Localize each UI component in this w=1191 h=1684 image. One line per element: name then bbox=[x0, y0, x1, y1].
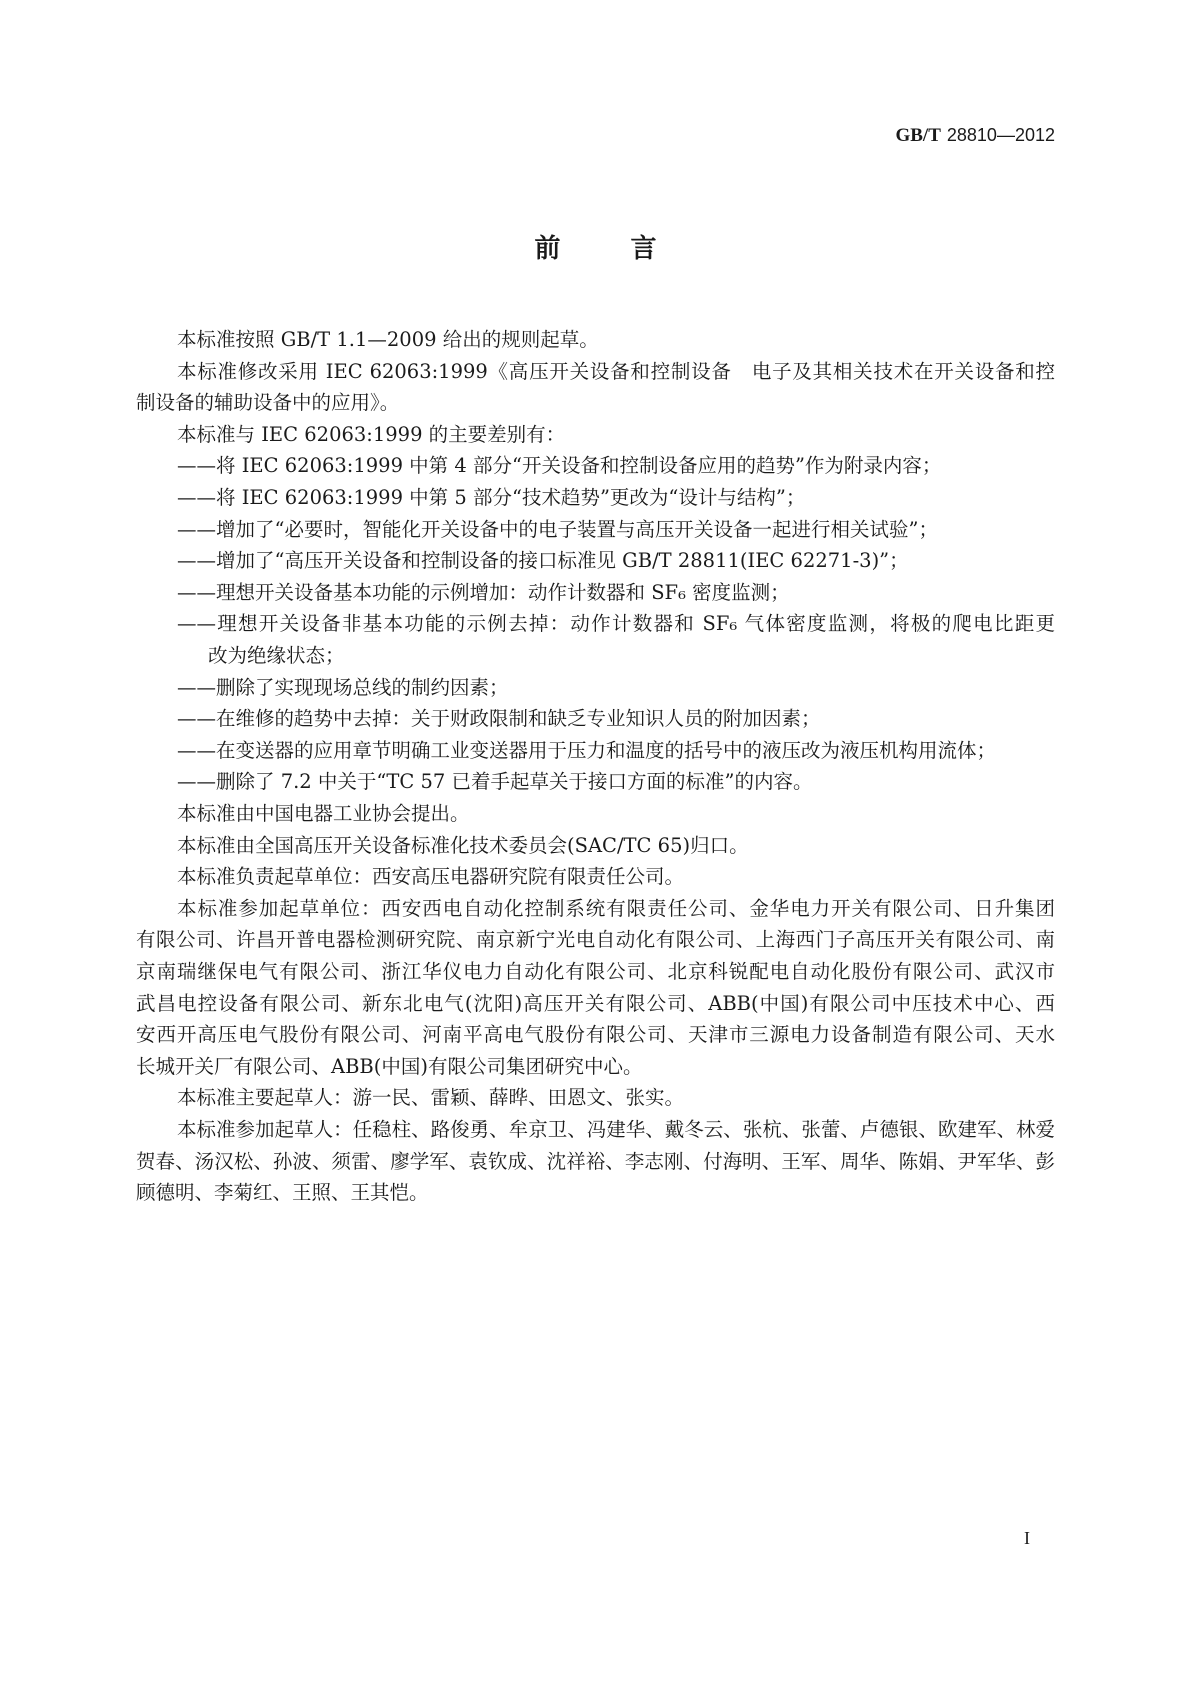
page-title bbox=[0, 228, 1191, 265]
text-line: 本标准参加起草单位：西安西电自动化控制系统有限责任公司、金华电力开关有限公司、日升集团 bbox=[177, 896, 1055, 920]
text-line: 长城开关厂有限公司、ABB(中国)有限公司集团研究中心。 bbox=[136, 1054, 643, 1078]
text-line: 制设备的辅助设备中的应用》。 bbox=[136, 391, 400, 415]
text-line: 本标准由中国电器工业协会提出。 bbox=[177, 802, 470, 825]
text-line: 本标准负责起草单位：西安高压电器研究院有限责任公司。 bbox=[177, 865, 685, 889]
text-line: 京南瑞继保电气有限公司、浙江华仪电力自动化有限公司、北京科锐配电自动化股份有限公司、武汉市 bbox=[136, 960, 1055, 983]
text-line: 安西开高压电气股份有限公司、河南平高电气股份有限公司、天津市三源电力设备制造有限公司、天水 bbox=[136, 1023, 1055, 1047]
text-line: 本标准与 IEC 62063:1999 的主要差别有： bbox=[177, 422, 566, 446]
text-line: 本标准由全国高压开关设备标准化技术委员会(SAC/TC 65)归口。 bbox=[177, 833, 749, 857]
text-line: ——删除了 7.2 中关于“TC 57 已着手起草关于接口方面的标准”的内容。 bbox=[177, 770, 813, 794]
title-char: 言 bbox=[630, 234, 727, 264]
standard-code-number: 28810—2012 bbox=[946, 125, 1055, 145]
text-line: 贺春、汤汉松、孙波、须雷、廖学军、袁钦成、沈祥裕、李志刚、付海明、王军、周华、陈娟、尹军华、彭 bbox=[136, 1149, 1055, 1173]
text-line: 本标准参加起草人：任稳柱、路俊勇、牟京卫、冯建华、戴冬云、张杭、张蕾、卢德银、欧建军、林爱 bbox=[177, 1118, 1055, 1141]
text-line: ——理想开关设备非基本功能的示例去掉：动作计数器和 SF₆ 气体密度监测，将极的爬电比距更 bbox=[177, 612, 1055, 636]
standard-code-prefix: GB/T bbox=[895, 125, 941, 146]
text-line: 本标准按照 GB/T 1.1—2009 给出的规则起草。 bbox=[177, 328, 599, 351]
text-line: 武昌电控设备有限公司、新东北电气(沈阳)高压开关有限公司、ABB(中国)有限公司中压技术中心、西 bbox=[136, 991, 1055, 1015]
page-number: I bbox=[1024, 1528, 1030, 1548]
text-line: ——理想开关设备基本功能的示例增加：动作计数器和 SF₆ 密度监测； bbox=[177, 580, 790, 604]
text-line: ——在维修的趋势中去掉：关于财政限制和缺乏专业知识人员的附加因素； bbox=[177, 707, 821, 731]
text-line: 本标准修改采用 IEC 62063:1999《高压开关设备和控制设备 电子及其相关技术在开关设备和控 bbox=[177, 359, 1055, 383]
text-line: ——在变送器的应用章节明确工业变送器用于压力和温度的括号中的液压改为液压机构用流体； bbox=[177, 738, 997, 762]
text-line: ——删除了实现现场总线的制约因素； bbox=[177, 675, 509, 699]
text-line: ——增加了“必要时，智能化开关设备中的电子装置与高压开关设备一起进行相关试验”； bbox=[177, 517, 938, 541]
text-line: 有限公司、许昌开普电器检测研究院、南京新宁光电自动化有限公司、上海西门子高压开关有限公司、南 bbox=[136, 928, 1055, 952]
text-line: ——增加了“高压开关设备和控制设备的接口标准见 GB/T 28811(IEC 62271-3)”； bbox=[177, 549, 909, 573]
text-line: ——将 IEC 62063:1999 中第 4 部分“开关设备和控制设备应用的趋势”作为附录内容； bbox=[177, 454, 942, 478]
text-line: ——将 IEC 62063:1999 中第 5 部分“技术趋势”更改为“设计与结构”； bbox=[177, 486, 806, 509]
text-line: 改为绝缘状态； bbox=[208, 644, 345, 667]
standard-code bbox=[895, 125, 1055, 147]
title-char: 前 bbox=[534, 234, 631, 264]
text-line: 顾德明、李菊红、王照、王其恺。 bbox=[136, 1181, 429, 1205]
text-line: 本标准主要起草人：游一民、雷颖、薛晔、田恩文、张实。 bbox=[177, 1086, 685, 1110]
